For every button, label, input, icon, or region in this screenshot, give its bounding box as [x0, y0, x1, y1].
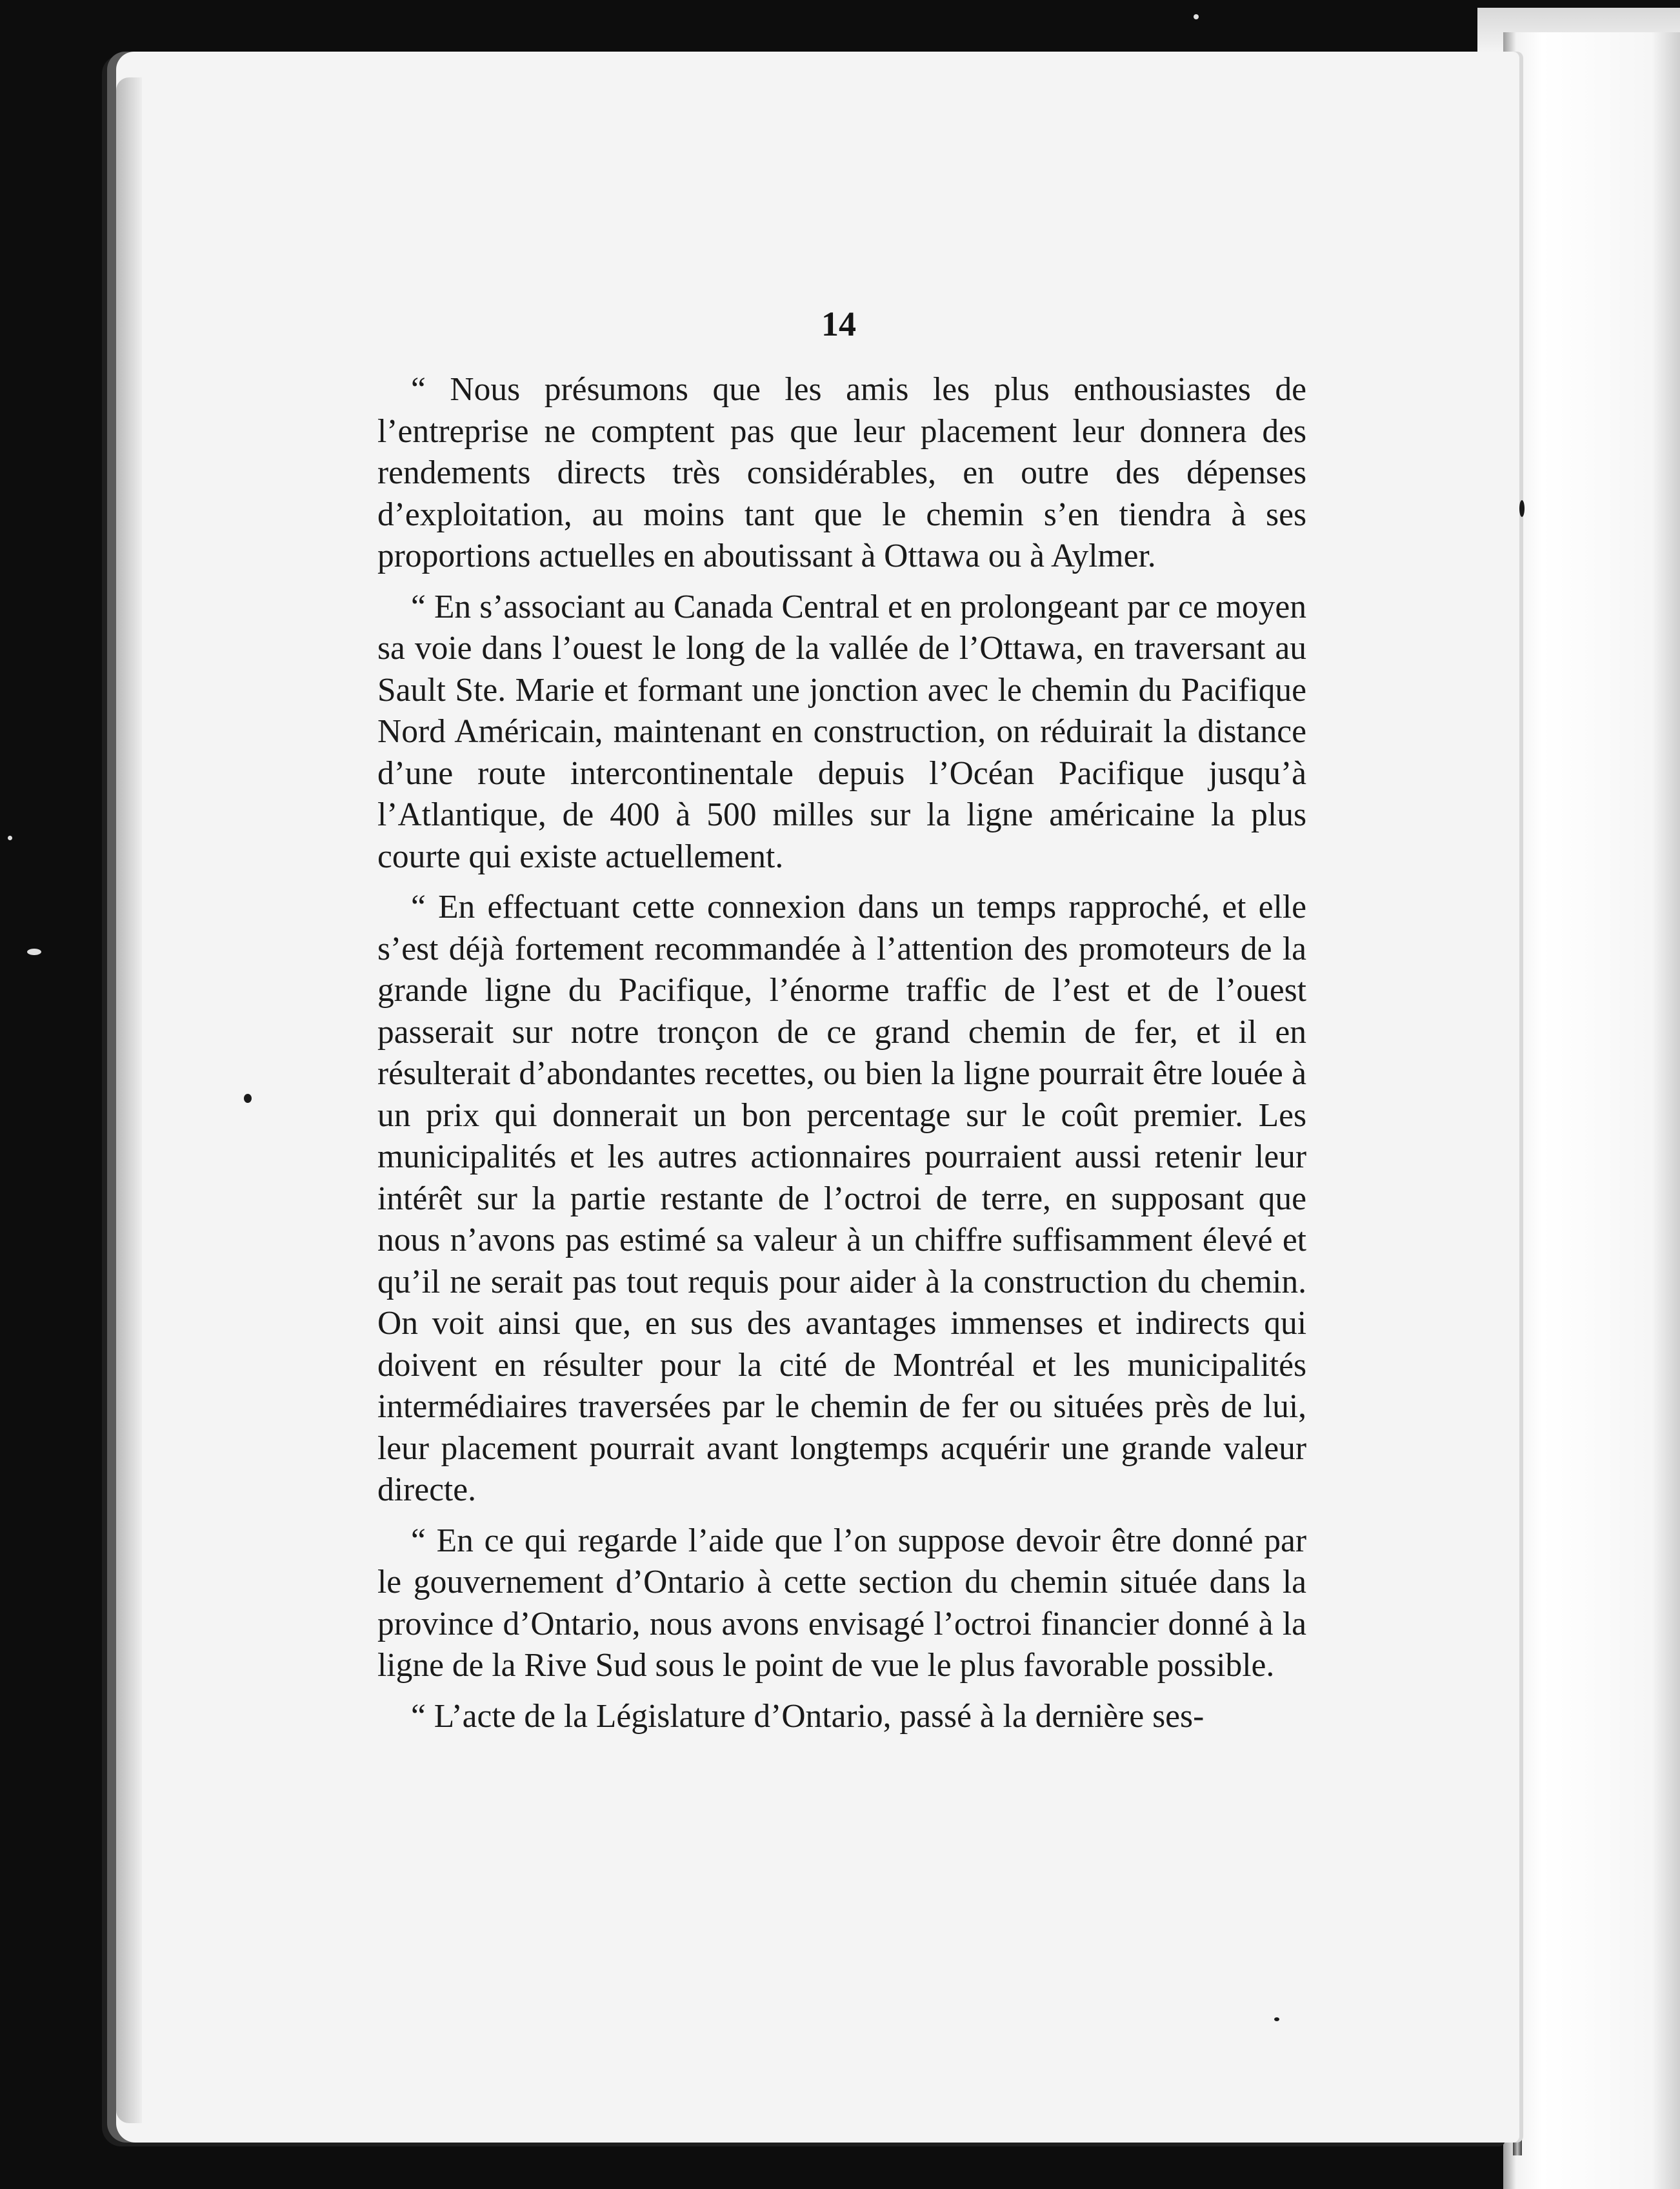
page-body — [377, 369, 1306, 1737]
paragraph: “ En ce qui regarde l’aide que l’on suppose devoir être donné par le gouvernement d’Ontario à cette section du chemin située dans la province d’Ontario, nous avons envisagé l’octroi financier donné à la ligne de la Rive Sud sous le point de vue le plus favorable possible. — [377, 1522, 1306, 1684]
scan-speck — [244, 1094, 252, 1103]
paragraph: “ En effectuant cette connexion dans un temps rapproché, et elle s’est déjà fortement recommandée à l’attention des promoteurs de la grande ligne du Pacifique, l’énorme traffic de l’est et de l’ouest passerait sur notre tronçon de ce grand chemin de fer, et il en résulterait d’abondantes recettes, ou bien la ligne pourrait être louée à un prix qui donnerait un bon percentage sur le coût premier. Les municipalités et les autres actionnaires pourraient aussi retenir leur intérêt sur la partie restante de l’octroi de terre, en supposant que nous n’avons pas estimé sa valeur à un chiffre suffisamment élevé et qu’il ne serait pas tout requis pour aider à la construction du chemin. On voit ainsi que, en sus des avantages immenses et indirects qui doivent en résulter pour la cité de Montréal et les municipalités intermédiaires traversées par le chemin de fer ou situées près de lui, leur placement pourrait avant longtemps acquérir une grande valeur directe. — [377, 889, 1306, 1508]
paragraph: “ L’acte de la Législature d’Ontario, passé à la dernière ses- — [411, 1697, 1205, 1735]
paragraph: “ Nous présumons que les amis les plus enthousiastes de l’entreprise ne comptent pas que leur placement leur donnera des rendements directs très considérables, en outre des dépenses d’exploitation, au moins tant que le chemin s’en tiendra à ses proportions actuelles en aboutissant à Ottawa ou à Aylmer. — [377, 371, 1306, 574]
scan-speck — [1519, 500, 1525, 517]
paragraph: “ En s’associant au Canada Central et en prolongeant par ce moyen sa voie dans l’ouest le long de la vallée de l’Ottawa, en traversant au Sault Ste. Marie et formant une jonction avec le chemin du Pacifique Nord Américain, maintenant en construction, on réduirait la distance d’une route intercontinentale depuis l’Océan Pacifique jusqu’à l’Atlantique, de 400 à 500 milles sur la ligne américaine la plus courte qui existe actuellement. — [377, 588, 1306, 875]
book-right-edge — [1503, 32, 1680, 2189]
scan-speck — [1194, 14, 1199, 19]
scan-speck — [27, 949, 41, 955]
scan-speck — [8, 836, 12, 840]
page-gutter-shadow — [116, 77, 142, 2123]
page-number: 14 — [821, 305, 856, 343]
scan-speck — [1274, 2017, 1279, 2021]
